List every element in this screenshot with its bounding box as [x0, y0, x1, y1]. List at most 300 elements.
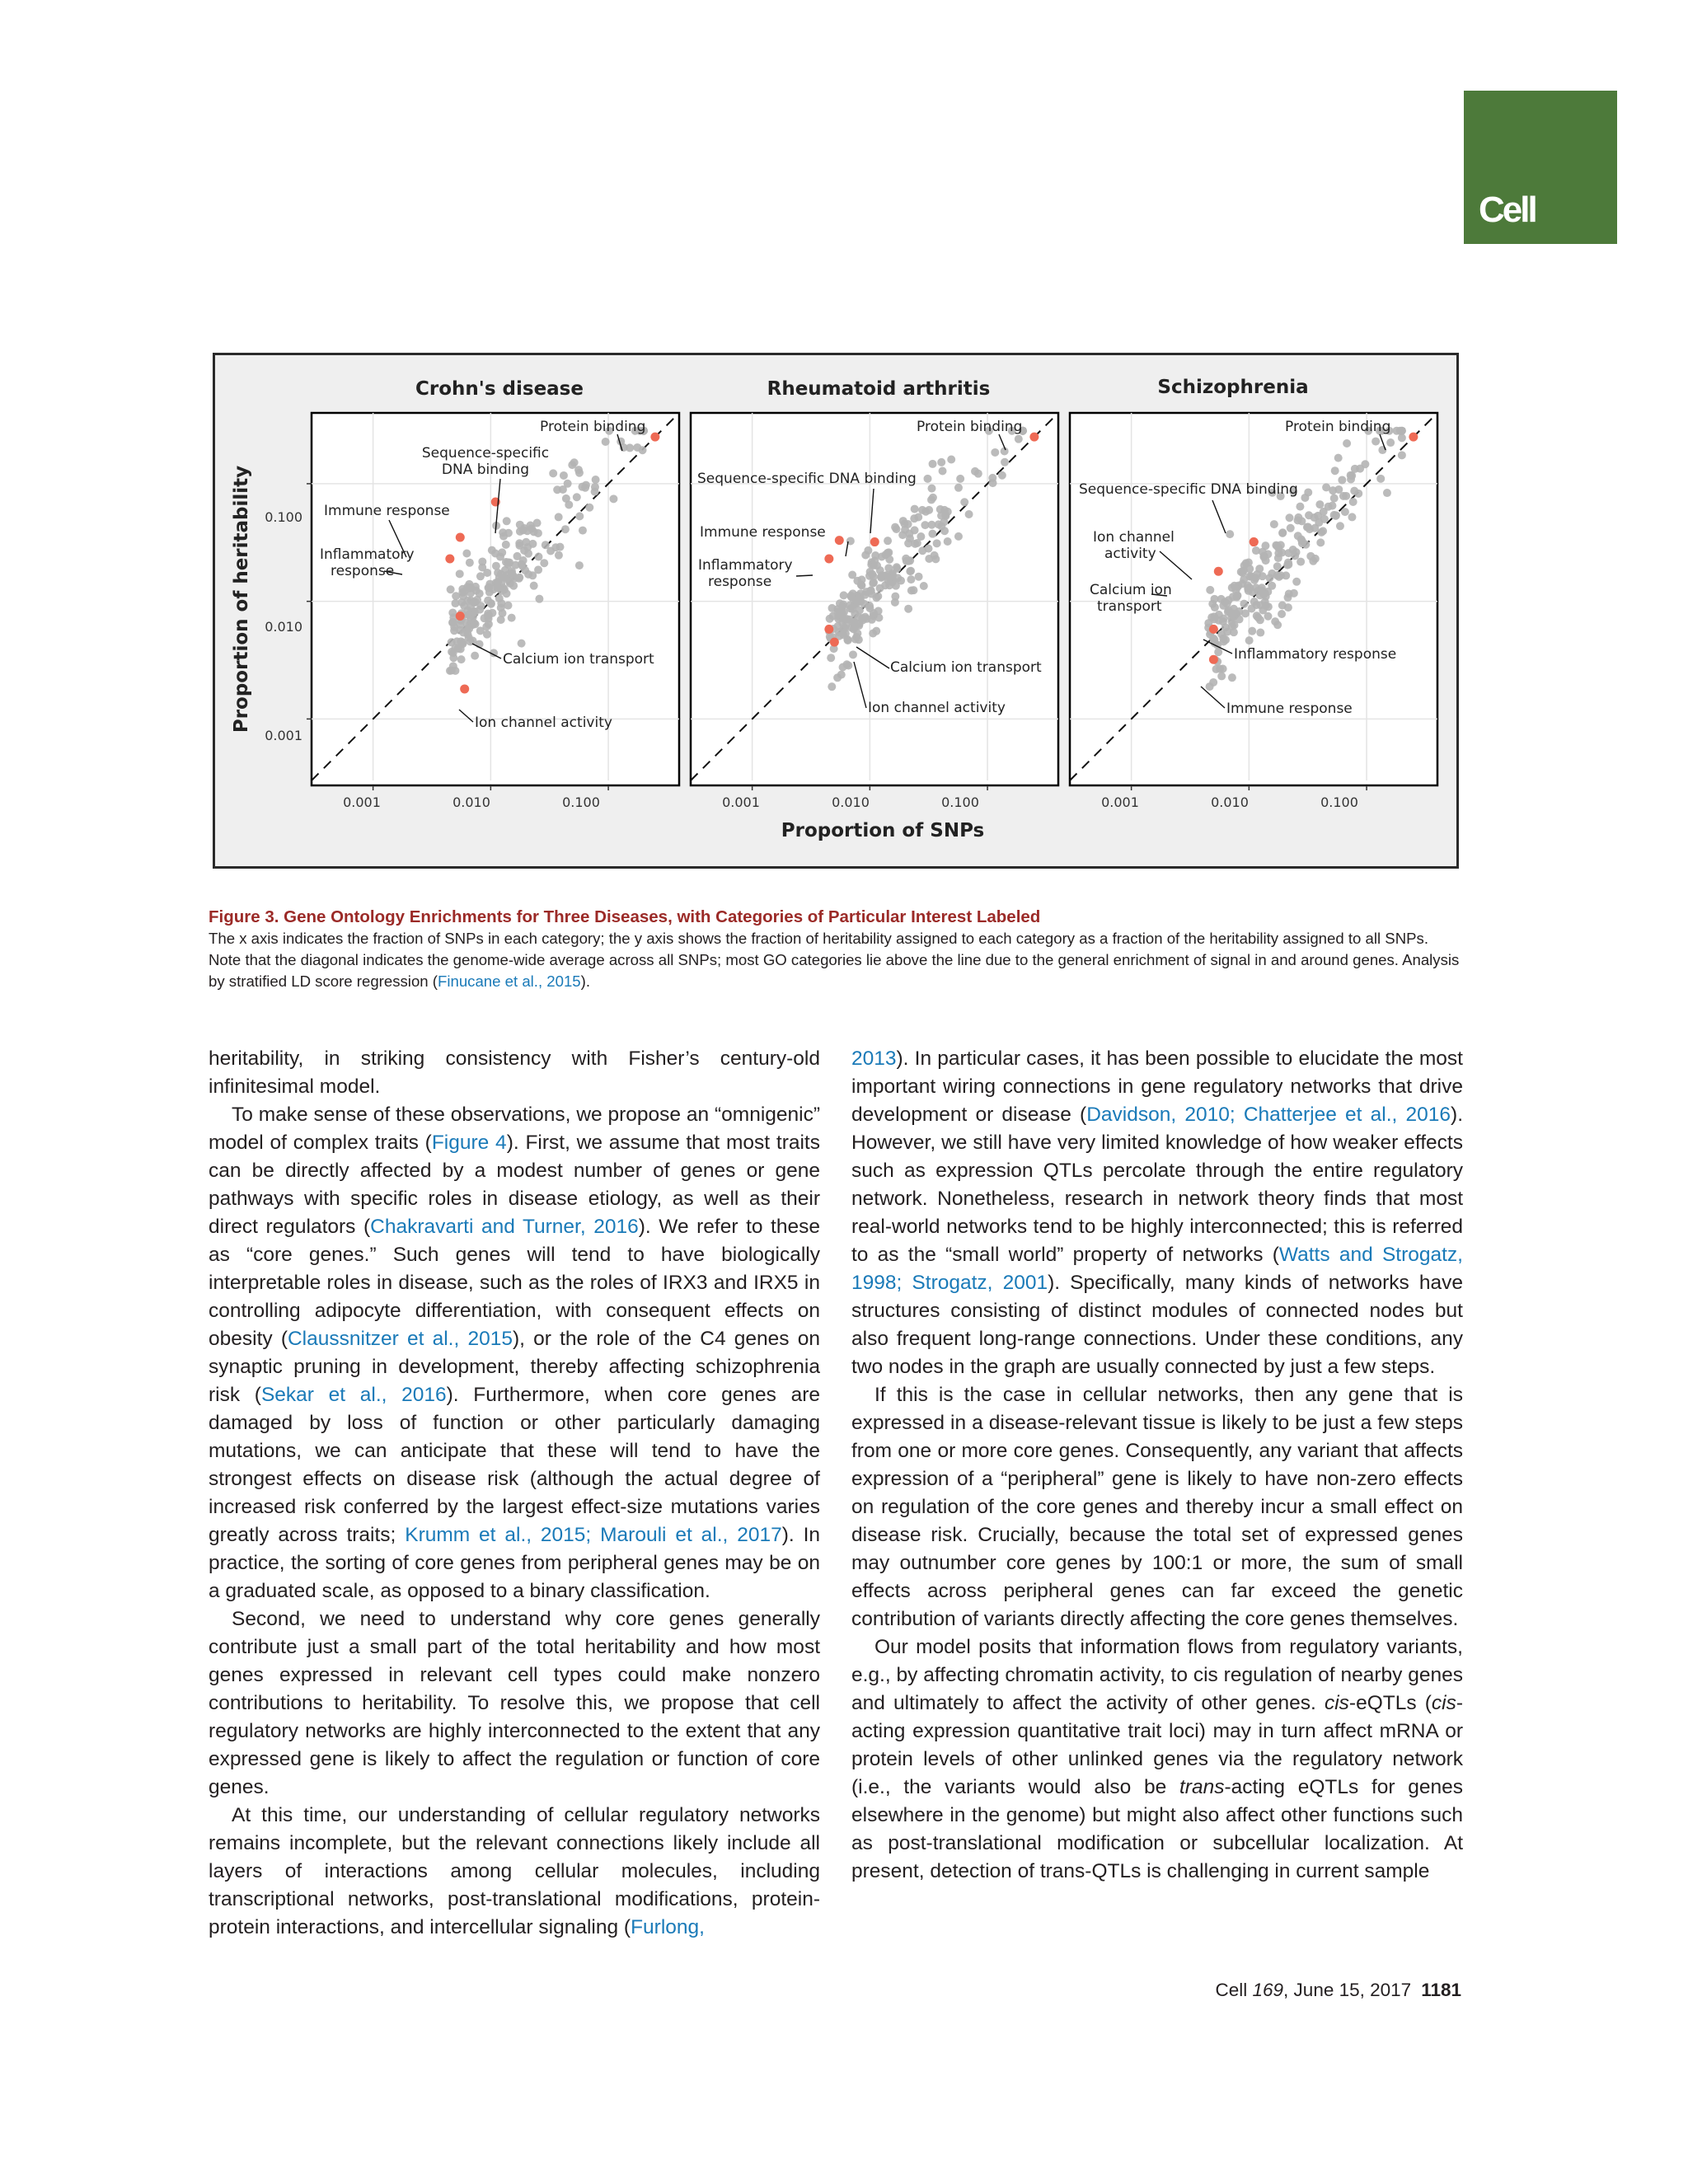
data-point: [1283, 561, 1292, 569]
data-point: [871, 551, 879, 560]
data-point: [827, 654, 835, 662]
body-column-right: [851, 1045, 1463, 1886]
annotation-label: Calcium ion: [1090, 582, 1172, 598]
data-point: [1330, 494, 1339, 503]
highlight-point: [835, 536, 844, 545]
caption-title: Figure 3. Gene Ontology Enrichments for Three Diseases, with Categories of Particular Interest Labeled: [209, 907, 1041, 926]
data-point: [483, 630, 491, 639]
data-point: [849, 650, 857, 658]
data-point: [884, 549, 892, 557]
data-point: [858, 575, 866, 583]
data-point: [1319, 527, 1327, 535]
paragraph-text: At this time, our understanding of cellular regulatory networks remains incomplete, but the relevant connections likely include all layers of interactions among cellular molecules, including transcriptional networks, post-translational modifications, protein-protein interactions, and intercellular signaling (: [209, 1804, 820, 1938]
highlight-point: [1209, 625, 1218, 634]
leader-line: [796, 575, 813, 576]
data-point: [911, 505, 919, 513]
paragraph: [209, 1802, 820, 1942]
data-point: [465, 625, 473, 633]
data-point: [466, 584, 474, 593]
paragraph-text: -eQTLs (: [1348, 1692, 1432, 1714]
italic-term: trans: [1179, 1776, 1225, 1798]
data-point: [488, 609, 496, 617]
italic-term: cis: [1431, 1692, 1456, 1714]
data-point: [447, 585, 455, 593]
data-point: [906, 567, 914, 575]
data-point: [515, 539, 523, 547]
data-point: [874, 607, 883, 615]
data-point: [918, 546, 926, 555]
data-point: [891, 523, 899, 532]
annotation-label: activity: [1104, 546, 1156, 562]
data-point: [1240, 561, 1249, 569]
data-point: [497, 570, 505, 579]
data-point: [1354, 490, 1362, 498]
y-tick-label: 0.010: [265, 619, 302, 635]
data-point: [1304, 523, 1312, 531]
journal-logo: [1464, 91, 1617, 244]
page-footer: [1215, 1980, 1461, 2001]
data-point: [575, 561, 584, 569]
body-column-left: [209, 1045, 820, 1942]
data-point: [909, 586, 917, 594]
data-point: [956, 475, 964, 483]
highlight-point: [456, 612, 465, 621]
data-point: [1001, 458, 1009, 466]
figure-3: [213, 353, 1459, 869]
data-point: [519, 526, 528, 534]
x-tick-label: 0.100: [941, 794, 979, 810]
data-point: [561, 525, 570, 533]
data-point: [528, 571, 537, 579]
annotation-label: Ion channel activity: [475, 715, 612, 731]
data-point: [519, 556, 528, 565]
data-point: [1349, 498, 1357, 506]
data-point: [575, 512, 584, 520]
data-point: [462, 550, 471, 558]
x-axis-label: Proportion of SNPs: [781, 820, 985, 841]
data-point: [1372, 438, 1380, 446]
data-point: [509, 582, 518, 590]
data-point: [884, 576, 893, 584]
data-point: [960, 498, 968, 506]
data-point: [1336, 522, 1344, 530]
data-point: [925, 555, 933, 563]
data-point: [867, 590, 875, 598]
data-point: [1347, 475, 1355, 483]
data-point: [1268, 582, 1276, 590]
data-point: [1342, 492, 1350, 500]
data-point: [456, 569, 464, 578]
data-point: [884, 537, 892, 545]
paragraph: If this is the case in cellular networks, then any gene that is expressed in a disease-relevant tissue is likely to be just a few steps from one or more core genes. Consequently, any variant that affects expression of a “peripheral” gene is likely to have non-zero effects on regulation of the core genes and thereby incur a small effect on disease risk. Crucially, because the total set of expressed genes may outnumber core genes by 100:1 or more, the sum of small effects across peripheral genes can far exceed the genetic contribution of variants directly affecting the core genes themselves.: [851, 1384, 1463, 1630]
data-point: [540, 559, 548, 567]
data-point: [853, 630, 861, 638]
highlight-point: [1029, 433, 1039, 442]
data-point: [483, 569, 491, 577]
footer-journal: Cell: [1215, 1980, 1253, 2000]
data-point: [1238, 579, 1246, 588]
paragraph-text: ). In particular cases, it has been possible to elucidate the most important wiring connections in gene regulatory networks that drive development or disease (: [851, 1047, 1463, 1126]
paragraph-text: ), or the role of the C4 genes on synaptic pruning in development, thereby affecting schizophrenia risk (: [209, 1328, 820, 1406]
data-point: [471, 652, 479, 660]
paragraph-text: Our model posits that information flows from regulatory variants, e.g., by affecting chromatin activity, to cis regulation of nearby genes and ultimately to affect the activity of other genes.: [851, 1636, 1463, 1714]
data-point: [907, 575, 915, 583]
data-point: [1301, 541, 1310, 549]
data-point: [1348, 513, 1356, 521]
paragraph: [851, 1045, 1463, 1381]
data-point: [1220, 615, 1228, 623]
data-point: [939, 466, 947, 475]
data-point: [924, 475, 932, 483]
paragraph-text: ). Furthermore, when core genes are damaged by loss of function or other particularly damaging mutations, we can anticipate that these will tend to have the strongest effects on disease risk (although the actual degree of increased risk conferred by the largest effect-size mutations varies greatly across traits;: [209, 1384, 820, 1546]
data-point: [937, 458, 945, 466]
data-point: [458, 639, 467, 647]
data-point: [1210, 612, 1218, 621]
data-point: [1230, 609, 1238, 617]
data-point: [884, 564, 893, 572]
data-point: [1245, 636, 1254, 644]
data-point: [1253, 570, 1261, 579]
panel-title-ra: Rheumatoid arthritis: [767, 378, 991, 400]
data-point: [1270, 520, 1278, 528]
data-point: [937, 512, 945, 520]
data-point: [904, 539, 912, 547]
data-point: [904, 605, 912, 613]
data-point: [991, 448, 999, 457]
data-point: [551, 543, 560, 551]
x-tick-label: 0.010: [452, 794, 490, 810]
data-point: [848, 605, 856, 613]
journal-logo-text: Cell: [1479, 190, 1536, 230]
annotation-label: transport: [1097, 598, 1162, 615]
footer-date: , June 15, 2017: [1283, 1980, 1412, 2000]
data-point: [826, 615, 834, 623]
data-point: [518, 640, 526, 648]
data-point: [549, 469, 557, 477]
data-point: [917, 532, 925, 541]
highlight-point: [456, 532, 465, 541]
data-point: [861, 551, 870, 560]
data-point: [833, 622, 842, 630]
data-point: [1292, 548, 1301, 556]
figure-caption: [209, 907, 1464, 992]
data-point: [911, 526, 919, 534]
x-tick-label: 0.100: [1320, 794, 1358, 810]
data-point: [499, 528, 507, 537]
data-point: [533, 519, 542, 527]
data-point: [859, 616, 867, 624]
data-point: [1216, 665, 1224, 673]
data-point: [1256, 629, 1264, 637]
y-tick-label: 0.100: [265, 509, 302, 525]
data-point: [840, 591, 848, 599]
annotation-label: response: [331, 563, 395, 579]
data-point: [449, 662, 457, 670]
annotation-label: Inflammatory: [698, 557, 793, 574]
data-point: [1273, 562, 1282, 570]
data-point: [1376, 475, 1385, 483]
data-point: [451, 599, 459, 607]
data-point: [1273, 621, 1282, 629]
data-point: [1253, 612, 1261, 620]
data-point: [1305, 511, 1313, 519]
y-tick-label: 0.001: [265, 728, 302, 743]
data-point: [904, 520, 912, 528]
data-point: [1286, 513, 1294, 522]
paragraph-text: ). Specifically, many kinds of networks have structures consisting of distinct modules of connected nodes but also frequent long-range connections. Under these conditions, any two nodes in the graph are usually connected by just a few steps.: [851, 1272, 1463, 1378]
citation-link[interactable]: Chakravarti and Turner, 2016: [370, 1216, 639, 1238]
citation-link[interactable]: Furlong,: [631, 1916, 705, 1938]
data-point: [1228, 673, 1236, 682]
data-point: [504, 602, 512, 610]
data-point: [868, 570, 876, 579]
data-point: [1356, 465, 1364, 473]
annotation-label: Calcium ion transport: [503, 651, 654, 668]
data-point: [592, 476, 600, 484]
data-point: [891, 593, 899, 601]
data-point: [937, 523, 945, 531]
data-point: [876, 584, 884, 593]
data-point: [1296, 503, 1304, 511]
data-point: [1211, 595, 1219, 603]
data-point: [1015, 435, 1023, 443]
highlight-point: [650, 433, 659, 442]
data-point: [1309, 557, 1317, 565]
data-point: [927, 485, 935, 493]
data-point: [488, 546, 496, 555]
data-point: [511, 574, 519, 582]
annotation-label: Immune response: [700, 524, 826, 541]
panel-title-scz: Schizophrenia: [1157, 377, 1309, 398]
data-point: [559, 485, 567, 494]
paragraph-text: ). However, we still have very limited knowledge of how weaker effects such as expression QTLs percolate through the entire regulatory network. Nonetheless, research in network theory finds that most real-world networks tend to be highly interconnected; this is referred to as the “small world” property of networks (: [851, 1104, 1463, 1266]
data-point: [1398, 427, 1406, 435]
data-point: [947, 456, 955, 464]
annotation-label: Inflammatory: [320, 546, 415, 563]
data-point: [633, 443, 641, 452]
data-point: [555, 551, 563, 560]
annotation-label: Protein binding: [540, 419, 646, 435]
annotation-label: Immune response: [324, 503, 450, 519]
data-point: [496, 553, 504, 561]
data-point: [581, 484, 589, 492]
footer-volume: 169: [1252, 1980, 1284, 2000]
data-point: [492, 562, 500, 570]
data-point: [1278, 610, 1286, 618]
paragraph: [851, 1633, 1463, 1886]
annotation-label: Sequence-specific: [421, 445, 550, 462]
x-tick-label: 0.010: [1211, 794, 1249, 810]
annotation-label: Ion channel activity: [868, 700, 1006, 716]
figure-3-plots: [215, 355, 1456, 866]
x-tick-label: 0.010: [832, 794, 870, 810]
data-point: [1398, 434, 1406, 442]
data-point: [508, 614, 516, 622]
annotation-label: Immune response: [1226, 701, 1353, 717]
annotation-label: Sequence-specific DNA binding: [697, 471, 917, 487]
data-point: [918, 506, 926, 514]
y-axis-label: Proportion of heritability: [231, 465, 252, 733]
data-point: [1233, 592, 1241, 600]
data-point: [560, 471, 568, 480]
data-point: [1220, 638, 1228, 646]
caption-text: The x axis indicates the fraction of SNPs in each category; the y axis shows the fraction of heritability assigned to each category as a fraction of the heritability assigned to all SNPs. Note that the diagonal indicates the genome-wide average across all SNPs; most GO categories lie above the line due to the general enrichment of signal in and around genes. Analysis by stratified LD score regression (: [209, 930, 1460, 990]
annotation-label: response: [708, 574, 772, 590]
citation-link[interactable]: Claussnitzer et al., 2015: [287, 1328, 513, 1350]
paragraph-text: -acting eQTLs for genes elsewhere in the genome) but might also affect other functions such as post-translational modification or subcellular localization. At present, detection of trans-QTLs is challenging in current sample: [851, 1776, 1463, 1882]
data-point: [1301, 494, 1309, 502]
data-point: [1277, 571, 1285, 579]
data-point: [591, 488, 599, 496]
data-point: [467, 615, 476, 623]
data-point: [1330, 511, 1339, 519]
data-point: [974, 470, 982, 478]
data-point: [1386, 438, 1395, 447]
data-point: [1217, 672, 1226, 680]
data-point: [573, 493, 581, 501]
data-point: [833, 673, 842, 682]
citation-link[interactable]: Watts and Strogatz, 1998; Strogatz, 2001: [851, 1244, 1463, 1294]
highlight-point: [1209, 655, 1218, 664]
highlight-point: [1409, 433, 1418, 442]
data-point: [1261, 541, 1269, 550]
panel-title-crohns: Crohn's disease: [415, 378, 584, 400]
paragraph: Second, we need to understand why core genes generally contribute just a small part of the total heritability and how most genes expressed in relevant cell types could make nonzero contributions to heritability. To resolve this, we propose that cell regulatory networks are highly interconnected to the extent that any expressed gene is likely to affect the regulation or function of core genes.: [209, 1608, 820, 1798]
data-point: [872, 627, 880, 635]
data-point: [965, 510, 973, 518]
highlight-point: [830, 638, 839, 647]
data-point: [988, 474, 996, 482]
data-point: [1240, 600, 1248, 608]
data-point: [534, 529, 542, 537]
highlight-point: [1250, 537, 1259, 546]
annotation-label: Protein binding: [1285, 419, 1391, 435]
data-point: [1338, 476, 1346, 484]
data-point: [555, 513, 563, 521]
paragraph: heritability, in striking consistency with Fisher’s century-old infinitesimal model.: [209, 1047, 820, 1098]
paragraph-text: -acting expression quantitative trait loci) may in turn affect mRNA or protein levels of other unlinked genes via the regulatory network (i.e., the variants would also be: [851, 1692, 1463, 1798]
annotation-label: DNA binding: [441, 462, 530, 478]
italic-term: cis: [1324, 1692, 1349, 1714]
data-point: [1206, 682, 1214, 691]
data-point: [585, 504, 593, 512]
data-point: [1329, 486, 1337, 494]
data-point: [897, 577, 905, 585]
data-point: [841, 624, 849, 632]
citation-link[interactable]: Krumm et al., 2015; Marouli et al., 2017: [405, 1524, 782, 1546]
data-point: [1259, 590, 1268, 598]
data-point: [1221, 623, 1230, 631]
data-point: [944, 537, 952, 546]
data-point: [565, 500, 573, 509]
data-point: [1248, 627, 1256, 635]
x-tick-label: 0.100: [562, 794, 600, 810]
data-point: [448, 618, 457, 626]
page-number: 1181: [1421, 1980, 1461, 2000]
data-point: [1331, 466, 1339, 475]
data-point: [466, 559, 474, 567]
data-point: [1316, 538, 1325, 546]
citation-link[interactable]: Sekar et al., 2016: [260, 1384, 447, 1406]
data-point: [478, 557, 486, 565]
x-tick-label: 0.001: [1101, 794, 1139, 810]
paragraph-text: To make sense of these observations, we propose an “omnigenic” model of complex traits (: [209, 1104, 820, 1154]
data-point: [903, 557, 911, 565]
data-point: [579, 527, 587, 535]
data-point: [494, 583, 502, 592]
data-point: [954, 532, 963, 541]
annotation-label: Ion channel: [1093, 529, 1175, 546]
data-point: [1341, 508, 1349, 516]
data-point: [487, 600, 495, 608]
data-point: [1328, 502, 1336, 510]
data-point: [1296, 558, 1305, 566]
data-point: [456, 626, 464, 635]
data-point: [1231, 582, 1239, 590]
highlight-point: [824, 625, 833, 634]
data-point: [1292, 578, 1301, 586]
data-point: [457, 655, 466, 663]
data-point: [954, 484, 963, 492]
data-point: [1214, 648, 1222, 656]
data-point: [1294, 513, 1302, 522]
data-point: [602, 438, 610, 446]
data-point: [530, 582, 538, 590]
highlight-point: [460, 684, 469, 693]
annotation-label: Calcium ion transport: [890, 659, 1042, 676]
x-tick-label: 0.001: [722, 794, 760, 810]
data-point: [1262, 602, 1270, 610]
data-point: [520, 546, 528, 555]
data-point: [1278, 529, 1287, 537]
data-point: [502, 541, 510, 549]
data-point: [503, 517, 511, 525]
data-point: [449, 654, 457, 662]
highlight-point: [445, 555, 454, 564]
data-point: [574, 466, 583, 474]
data-point: [497, 616, 505, 624]
data-point: [534, 553, 542, 561]
data-point: [834, 605, 842, 613]
citation-link[interactable]: Finucane et al., 2015: [437, 972, 581, 990]
data-point: [1334, 454, 1343, 462]
highlight-point: [824, 555, 833, 564]
caption-body: [209, 928, 1464, 992]
data-point: [915, 573, 923, 581]
data-point: [1223, 600, 1231, 608]
data-point: [1398, 451, 1406, 459]
data-point: [470, 598, 478, 606]
data-point: [910, 514, 918, 523]
data-point: [928, 530, 936, 538]
data-point: [1226, 530, 1234, 538]
data-point: [1343, 439, 1351, 448]
data-point: [504, 560, 513, 569]
data-point: [1290, 589, 1298, 598]
data-point: [893, 563, 901, 571]
figure-link[interactable]: Figure 4: [431, 1132, 507, 1154]
paragraph: [209, 1101, 820, 1605]
citation-link[interactable]: Davidson, 2010; Chatterjee et al., 2016: [1086, 1104, 1451, 1126]
data-point: [1383, 489, 1391, 497]
highlight-point: [870, 537, 879, 546]
citation-link[interactable]: 2013: [851, 1047, 897, 1070]
data-point: [535, 595, 543, 603]
data-point: [1268, 569, 1276, 578]
data-point: [1287, 524, 1295, 532]
highlight-point: [1214, 567, 1223, 576]
data-point: [609, 494, 617, 503]
